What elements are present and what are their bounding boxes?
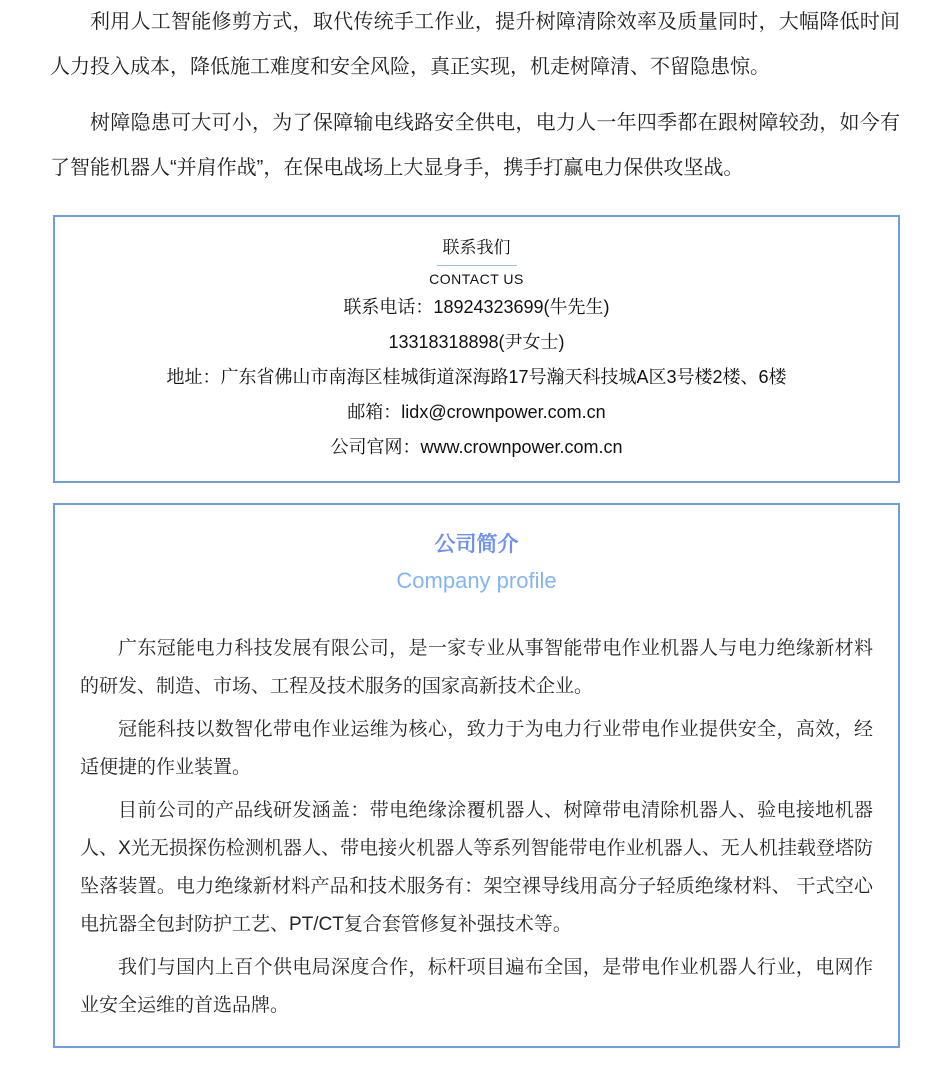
profile-title-cn: 公司简介 <box>434 533 519 556</box>
intro-paragraph-2: 树障隐患可大可小，为了保障输电线路安全供电，电力人一年四季都在跟树障较劲，如今有了智能机器人“并肩作战”，在保电战场上大显身手，携手打赢电力保供攻坚战。 <box>50 112 900 179</box>
profile-body <box>80 630 873 1025</box>
contact-title-cn: 联系我们 <box>442 238 511 257</box>
contact-phone-line-1: 联系电话：18924323699(牛先生) <box>343 297 610 317</box>
contact-title-en: CONTACT US <box>429 271 524 287</box>
profile-paragraph-4: 我们与国内上百个供电局深度合作，标杆项目遍布全国，是带电作业机器人行业，电网作业安全运维的首选品牌。 <box>80 957 873 1016</box>
company-profile-card <box>53 503 900 1048</box>
contact-address-line: 地址：广东省佛山市南海区桂城街道深海路17号瀚天科技城A区3号楼2楼、6楼 <box>166 367 787 387</box>
profile-paragraph-1: 广东冠能电力科技发展有限公司，是一家专业从事智能带电作业机器人与电力绝缘新材料的研发、制造、市场、工程及技术服务的国家高新技术企业。 <box>80 638 873 697</box>
profile-paragraph-2: 冠能科技以数智化带电作业运维为核心，致力于为电力行业带电作业提供安全，高效，经适便捷的作业装置。 <box>80 719 873 778</box>
contact-website-line: 公司官网：www.crownpower.com.cn <box>330 437 623 457</box>
contact-email-line: 邮箱：lidx@crownpower.com.cn <box>347 402 606 422</box>
contact-card <box>53 215 900 483</box>
intro-paragraph-1: 利用人工智能修剪方式，取代传统手工作业，提升树障清除效率及质量同时，大幅降低时间人力投入成本，降低施工难度和安全风险，真正实现，机走树障清、不留隐患惊。 <box>50 11 900 78</box>
intro-section <box>0 0 949 191</box>
profile-paragraph-3: 目前公司的产品线研发涵盖：带电绝缘涂覆机器人、树障带电清除机器人、验电接地机器人、X光无损探伤检测机器人、带电接火机器人等系列智能带电作业机器人、无人机挂载登塔防坠落装置。电力绝缘新材料产品和技术服务有：架空裸导线用高分子轻质绝缘材料、 干式空心电抗器全包封防护工艺、PT/CT复合套管修复补强技术等。 <box>80 800 873 935</box>
profile-title-en: Company profile <box>396 568 557 593</box>
contact-phone-line-2: 13318318898(尹女士) <box>388 332 565 352</box>
contact-title-divider <box>437 265 517 266</box>
